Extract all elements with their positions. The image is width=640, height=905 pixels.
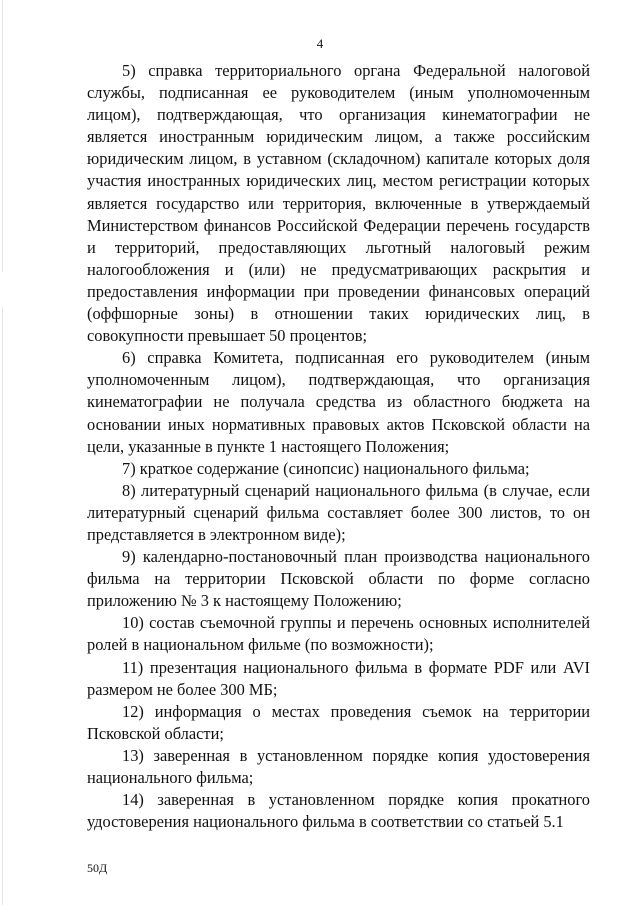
paragraph-item-6: 6) справка Комитета, подписанная его руководителем (иным уполномоченным лицом), подтверждающая, что организация кинематографии не получала средства из областного бюджета на основании иных нормативных правовых актов Псковской области на цели, указанные в пункте 1 настоящего Положения;: [87, 348, 590, 456]
page-number: 4: [316, 36, 324, 51]
paragraph-item-5: 5) справка территориального органа Федеральной налоговой службы, подписанная ее руководителем (иным уполномоченным лицом), подтверждающая, что организация кинематографии не является иностранным юридическим лицом, а также российским юридическим лицом, в уставном (складочном) капитале которых доля участия иностранных юридических лиц, местом регистрации которых является государство или территория, включенные в утверждаемый Министерством финансов Российской Федерации перечень государств и территорий, предоставляющих льготный налоговый режим налогообложения и (или) не предусматривающих раскрытия и предоставления информации при проведении финансовых операций (оффшорные зоны) в отношении таких юридических лиц, в совокупности превышает 50 процентов;: [87, 61, 590, 346]
paragraph-item-14: 14) заверенная в установленном порядке копия прокатного удостоверения национального фильма в соответствии со статьей 5.1: [87, 790, 590, 832]
scan-edge-line: [2, 0, 3, 905]
paragraph-item-7: 7) краткое содержание (синопсис) национального фильма;: [122, 458, 530, 478]
paragraph-item-9: 9) календарно-постановочный план производства национального фильма на территории Псковской области по форме согласно приложению № 3 к настоящему Положению;: [87, 547, 590, 611]
footer-code: 50Д: [87, 861, 108, 875]
paragraph-item-8: 8) литературный сценарий национального фильма (в случае, если литературный сценарий фильма составляет более 300 листов, то он представляется в электронном виде);: [87, 480, 590, 544]
paragraph-item-13: 13) заверенная в установленном порядке копия удостоверения национального фильма;: [87, 745, 590, 787]
paragraph-item-12: 12) информация о местах проведения съемок на территории Псковской области;: [87, 701, 590, 743]
paragraph-item-11: 11) презентация национального фильма в формате PDF или AVI размером не более 300 МБ;: [87, 657, 590, 699]
paragraph-item-10: 10) состав съемочной группы и перечень основных исполнителей ролей в национальном фильме (по возможности);: [87, 613, 590, 655]
document-body: [87, 60, 590, 833]
